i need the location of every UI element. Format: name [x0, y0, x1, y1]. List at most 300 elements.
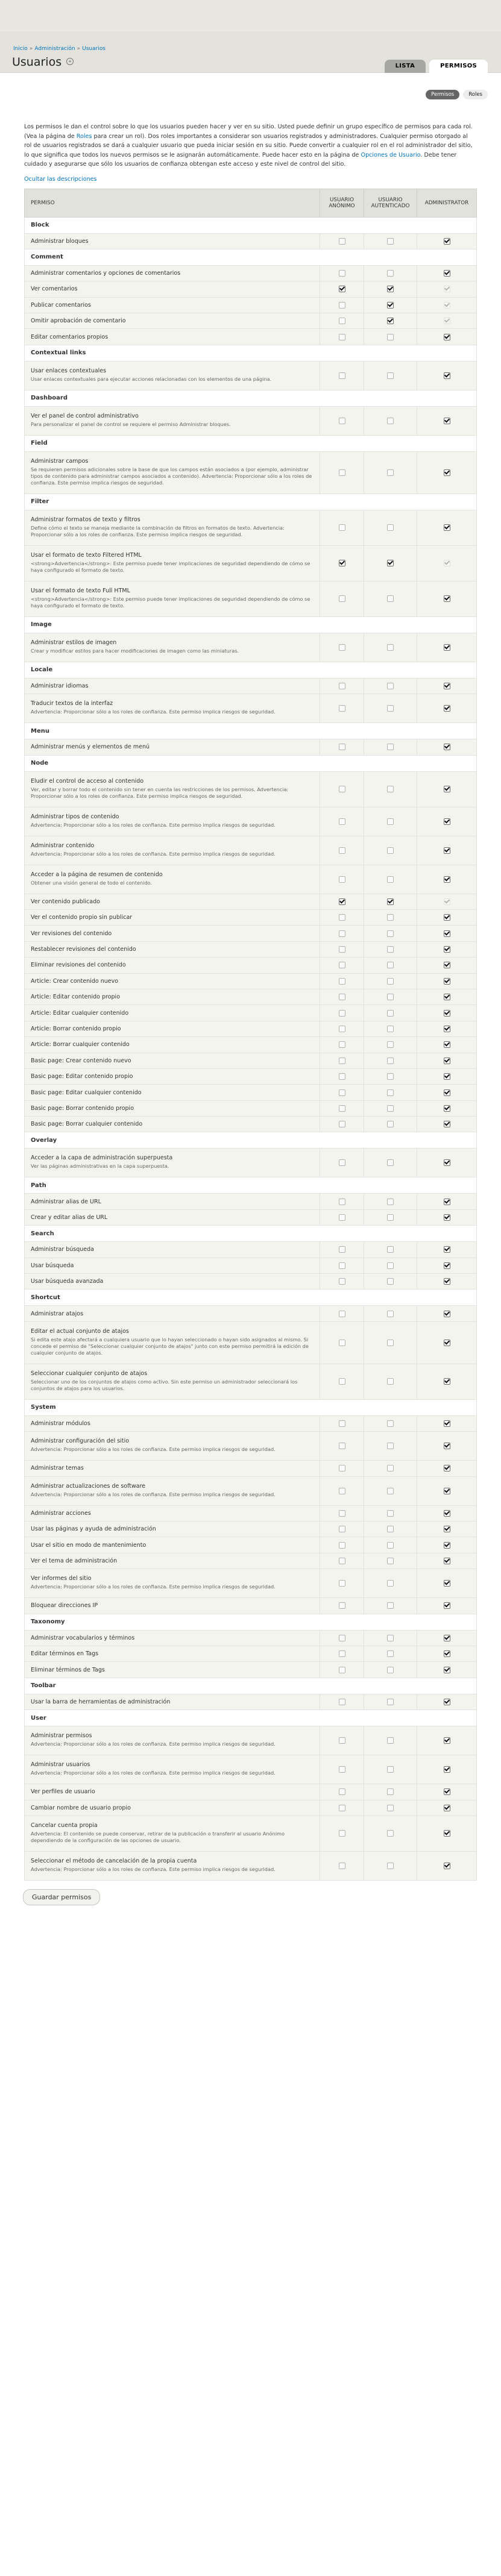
- permission-cell: [25, 894, 320, 909]
- permission-name: Eliminar revisiones del contenido: [31, 962, 126, 969]
- checkbox-anonymous[interactable]: [339, 1737, 345, 1744]
- checkbox-administrator[interactable]: [444, 1766, 450, 1773]
- checkbox-cell: [320, 1569, 364, 1598]
- checkbox-anonymous[interactable]: [339, 1159, 345, 1166]
- permission-cell: [25, 1662, 320, 1678]
- checkbox-authenticated[interactable]: [387, 818, 394, 825]
- save-permissions-button[interactable]: Guardar permisos: [23, 1889, 100, 1905]
- permission-name: Cambiar nombre de usuario propio: [31, 1804, 131, 1811]
- permission-row: [25, 807, 477, 836]
- checkbox-authenticated[interactable]: [387, 898, 394, 905]
- checkbox-anonymous[interactable]: [339, 644, 345, 651]
- checkbox-anonymous[interactable]: [339, 1010, 345, 1017]
- permission-cell: [25, 510, 320, 545]
- checkbox-anonymous[interactable]: [339, 1246, 345, 1253]
- checkbox-authenticated[interactable]: [387, 1510, 394, 1517]
- checkbox-anonymous[interactable]: [339, 318, 345, 324]
- permission-name: Administrar formatos de texto y filtros: [31, 516, 140, 523]
- permission-cell: [25, 329, 320, 345]
- permission-row: [25, 1274, 477, 1290]
- checkbox-authenticated[interactable]: [387, 1073, 394, 1080]
- checkbox-administrator[interactable]: [444, 1488, 450, 1494]
- checkbox-administrator[interactable]: [444, 744, 450, 750]
- checkbox-anonymous[interactable]: [339, 1667, 345, 1673]
- checkbox-administrator[interactable]: [444, 1526, 450, 1532]
- checkbox-anonymous[interactable]: [339, 1488, 345, 1494]
- permission-cell: [25, 451, 320, 494]
- checkbox-anonymous[interactable]: [339, 1420, 345, 1427]
- checkbox-cell: [417, 1321, 477, 1364]
- checkbox-administrator[interactable]: [444, 1542, 450, 1549]
- permission-row: [25, 297, 477, 313]
- checkbox-administrator[interactable]: [444, 1558, 450, 1564]
- checkbox-authenticated[interactable]: [387, 1105, 394, 1112]
- checkbox-administrator[interactable]: [444, 786, 450, 792]
- checkbox-administrator[interactable]: [444, 595, 450, 602]
- breadcrumb-home[interactable]: Inicio: [13, 46, 28, 52]
- column-header-anonymous: USUARIO ANÓNIMO: [320, 189, 364, 217]
- checkbox-administrator[interactable]: [444, 1278, 450, 1285]
- checkbox-administrator[interactable]: [444, 1026, 450, 1032]
- checkbox-authenticated[interactable]: [387, 1635, 394, 1641]
- checkbox-administrator[interactable]: [444, 978, 450, 985]
- checkbox-authenticated[interactable]: [387, 1863, 394, 1869]
- checkbox-authenticated[interactable]: [387, 1121, 394, 1127]
- checkbox-administrator[interactable]: [444, 1788, 450, 1795]
- checkbox-anonymous[interactable]: [339, 560, 345, 566]
- checkbox-authenticated[interactable]: [387, 962, 394, 968]
- permission-name: Administrar comentarios y opciones de comentarios: [31, 270, 181, 277]
- checkbox-cell: [364, 545, 417, 581]
- permission-name: Administrar usuarios: [31, 1761, 90, 1769]
- checkbox-anonymous[interactable]: [339, 469, 345, 476]
- checkbox-anonymous[interactable]: [339, 946, 345, 953]
- checkbox-authenticated[interactable]: [387, 372, 394, 379]
- checkbox-administrator[interactable]: [444, 847, 450, 854]
- permission-row: [25, 973, 477, 989]
- checkbox-administrator[interactable]: [444, 1214, 450, 1221]
- permission-row: [25, 1306, 477, 1321]
- checkbox-anonymous[interactable]: [339, 334, 345, 340]
- permission-cell: [25, 1851, 320, 1880]
- checkbox-administrator[interactable]: [444, 705, 450, 712]
- checkbox-anonymous[interactable]: [339, 1830, 345, 1837]
- add-shortcut-icon[interactable]: +: [66, 58, 74, 65]
- checkbox-anonymous[interactable]: [339, 524, 345, 531]
- checkbox-administrator[interactable]: [444, 1058, 450, 1064]
- checkbox-administrator[interactable]: [444, 683, 450, 689]
- permission-name: Usar el formato de texto Filtered HTML: [31, 551, 142, 559]
- admin-header: [0, 0, 501, 73]
- checkbox-cell: [417, 1598, 477, 1614]
- checkbox-cell: [320, 329, 364, 345]
- checkbox-administrator: [444, 302, 450, 309]
- checkbox-authenticated[interactable]: [387, 1443, 394, 1449]
- checkbox-administrator[interactable]: [444, 1340, 450, 1346]
- module-row: [25, 1177, 477, 1194]
- permission-name: Usar la barra de herramientas de administración: [31, 1698, 171, 1705]
- checkbox-administrator[interactable]: [444, 946, 450, 953]
- subtab-permisos[interactable]: Permisos: [426, 90, 459, 99]
- checkbox-authenticated[interactable]: [387, 1420, 394, 1427]
- subtab-roles[interactable]: Roles: [463, 90, 488, 99]
- permission-row: [25, 1851, 477, 1880]
- checkbox-authenticated[interactable]: [387, 1010, 394, 1017]
- checkbox-anonymous[interactable]: [339, 1602, 345, 1609]
- checkbox-administrator[interactable]: [444, 1121, 450, 1127]
- checkbox-administrator[interactable]: [444, 818, 450, 825]
- breadcrumb-users[interactable]: Usuarios: [82, 46, 106, 52]
- checkbox-authenticated[interactable]: [387, 595, 394, 602]
- checkbox-anonymous[interactable]: [339, 1378, 345, 1385]
- checkbox-authenticated[interactable]: [387, 1058, 394, 1064]
- permission-cell: [25, 973, 320, 989]
- checkbox-administrator[interactable]: [444, 1089, 450, 1096]
- checkbox-anonymous[interactable]: [339, 1510, 345, 1517]
- checkbox-authenticated[interactable]: [387, 994, 394, 1000]
- permission-row: [25, 361, 477, 390]
- checkbox-authenticated[interactable]: [387, 1488, 394, 1494]
- checkbox-anonymous[interactable]: [339, 1788, 345, 1795]
- checkbox-anonymous[interactable]: [339, 1058, 345, 1064]
- checkbox-authenticated[interactable]: [387, 1311, 394, 1317]
- checkbox-authenticated[interactable]: [387, 1788, 394, 1795]
- checkbox-authenticated[interactable]: [387, 1558, 394, 1564]
- permission-name: Usar el formato de texto Full HTML: [31, 587, 130, 594]
- module-row: [25, 345, 477, 361]
- checkbox-administrator[interactable]: [444, 1510, 450, 1517]
- checkbox-authenticated[interactable]: [387, 876, 394, 883]
- checkbox-cell: [417, 1755, 477, 1784]
- permission-cell: [25, 1755, 320, 1784]
- checkbox-cell: [364, 1816, 417, 1851]
- checkbox-anonymous[interactable]: [339, 1262, 345, 1269]
- checkbox-authenticated[interactable]: [387, 1214, 394, 1221]
- tab-permisos[interactable]: PERMISOS: [429, 60, 488, 73]
- checkbox-authenticated[interactable]: [387, 1602, 394, 1609]
- checkbox-anonymous[interactable]: [339, 1863, 345, 1869]
- checkbox-authenticated[interactable]: [387, 560, 394, 566]
- checkbox-anonymous[interactable]: [339, 898, 345, 905]
- checkbox-administrator[interactable]: [444, 1443, 450, 1449]
- checkbox-administrator[interactable]: [444, 994, 450, 1000]
- checkbox-administrator[interactable]: [444, 1737, 450, 1744]
- checkbox-authenticated[interactable]: [387, 1667, 394, 1673]
- user-options-link[interactable]: Opciones de Usuario: [361, 151, 421, 158]
- checkbox-administrator[interactable]: [444, 1041, 450, 1048]
- checkbox-authenticated[interactable]: [387, 334, 394, 340]
- checkbox-anonymous[interactable]: [339, 372, 345, 379]
- permission-row: [25, 1476, 477, 1505]
- permission-description: Advertencia: Proporcionar sólo a los roles de confianza. Este permiso implica riesgos de seguridad.: [31, 1491, 276, 1497]
- checkbox-cell: [320, 581, 364, 616]
- checkbox-authenticated[interactable]: [387, 286, 394, 292]
- checkbox-authenticated[interactable]: [387, 1805, 394, 1811]
- permission-row: [25, 926, 477, 941]
- checkbox-administrator[interactable]: [444, 1635, 450, 1641]
- checkbox-authenticated[interactable]: [387, 1766, 394, 1773]
- checkbox-anonymous[interactable]: [339, 1199, 345, 1205]
- checkbox-cell: [364, 910, 417, 926]
- checkbox-administrator[interactable]: [444, 914, 450, 921]
- checkbox-administrator[interactable]: [444, 1420, 450, 1427]
- permission-cell: [25, 1415, 320, 1431]
- checkbox-authenticated[interactable]: [387, 930, 394, 937]
- checkbox-authenticated[interactable]: [387, 1246, 394, 1253]
- checkbox-authenticated[interactable]: [387, 1378, 394, 1385]
- checkbox-anonymous[interactable]: [339, 1121, 345, 1127]
- checkbox-cell: [320, 406, 364, 435]
- permission-cell: [25, 1306, 320, 1321]
- checkbox-cell: [417, 1432, 477, 1461]
- permission-row: [25, 836, 477, 865]
- checkbox-anonymous[interactable]: [339, 1542, 345, 1549]
- checkbox-administrator[interactable]: [444, 469, 450, 476]
- checkbox-administrator[interactable]: [444, 1010, 450, 1017]
- checkbox-anonymous[interactable]: [339, 1766, 345, 1773]
- checkbox-authenticated[interactable]: [387, 1737, 394, 1744]
- checkbox-authenticated[interactable]: [387, 644, 394, 651]
- checkbox-authenticated[interactable]: [387, 1526, 394, 1532]
- checkbox-anonymous[interactable]: [339, 744, 345, 750]
- module-name: User: [25, 1710, 477, 1726]
- permission-cell: [25, 678, 320, 694]
- checkbox-cell: [320, 233, 364, 249]
- checkbox-authenticated[interactable]: [387, 238, 394, 245]
- checkbox-cell: [364, 1306, 417, 1321]
- checkbox-anonymous[interactable]: [339, 1073, 345, 1080]
- module-name: Node: [25, 755, 477, 771]
- checkbox-anonymous[interactable]: [339, 847, 345, 854]
- permission-row: [25, 1364, 477, 1399]
- permission-row: [25, 1726, 477, 1755]
- permission-description: Advertencia: Proporcionar sólo a los roles de confianza. Este permiso implica riesgos de seguridad.: [31, 1866, 276, 1872]
- breadcrumb-admin[interactable]: Administración: [34, 46, 75, 52]
- checkbox-anonymous[interactable]: [339, 962, 345, 968]
- permission-row: [25, 1117, 477, 1132]
- permission-row: [25, 894, 477, 909]
- checkbox-cell: [364, 1085, 417, 1100]
- checkbox-cell: [417, 694, 477, 723]
- help-text-part2: para crear un rol). Dos roles importantes a considerar son usuarios registrados y administradores. Cualquier permiso otorgado al rol de usuarios registrados se dará a cualquier usuario que pueda iniciar sesión en su sitio. Puede convertir a cualquier rol en el rol administrador del sitio, lo que significa que todos los nuevos permisos se le asignarán automáticamente. Puede hacer esto en la página de: [24, 133, 473, 158]
- breadcrumb-separator: »: [29, 46, 33, 52]
- checkbox-administrator[interactable]: [444, 1650, 450, 1657]
- checkbox-anonymous[interactable]: [339, 1311, 345, 1317]
- permission-cell: [25, 1258, 320, 1273]
- checkbox-authenticated[interactable]: [387, 469, 394, 476]
- checkbox-authenticated[interactable]: [387, 705, 394, 712]
- checkbox-anonymous[interactable]: [339, 595, 345, 602]
- checkbox-anonymous[interactable]: [339, 978, 345, 985]
- permission-cell: [25, 633, 320, 662]
- checkbox-authenticated[interactable]: [387, 847, 394, 854]
- checkbox-authenticated[interactable]: [387, 1089, 394, 1096]
- checkbox-authenticated[interactable]: [387, 1159, 394, 1166]
- checkbox-authenticated[interactable]: [387, 1542, 394, 1549]
- checkbox-administrator[interactable]: [444, 1667, 450, 1673]
- module-row: [25, 249, 477, 265]
- permission-row: [25, 1816, 477, 1851]
- checkbox-anonymous[interactable]: [339, 1041, 345, 1048]
- checkbox-authenticated[interactable]: [387, 318, 394, 324]
- checkbox-authenticated[interactable]: [387, 683, 394, 689]
- module-row: [25, 662, 477, 678]
- checkbox-administrator[interactable]: [444, 1159, 450, 1166]
- checkbox-cell: [320, 1005, 364, 1021]
- checkbox-cell: [320, 694, 364, 723]
- checkbox-cell: [320, 1117, 364, 1132]
- checkbox-anonymous[interactable]: [339, 1650, 345, 1657]
- checkbox-administrator[interactable]: [444, 334, 450, 340]
- help-text-part3: . Debe tener cuidado y asegurarse que sólo los usuarios de confianza obtengan este acceso y este nivel de control del sitio.: [24, 151, 457, 168]
- checkbox-administrator[interactable]: [444, 418, 450, 424]
- checkbox-anonymous[interactable]: [339, 930, 345, 937]
- checkbox-authenticated[interactable]: [387, 786, 394, 792]
- checkbox-authenticated[interactable]: [387, 1830, 394, 1837]
- module-name: Search: [25, 1226, 477, 1242]
- checkbox-cell: [320, 989, 364, 1004]
- checkbox-administrator[interactable]: [444, 1073, 450, 1080]
- checkbox-administrator[interactable]: [444, 372, 450, 379]
- checkbox-authenticated[interactable]: [387, 1278, 394, 1285]
- checkbox-authenticated[interactable]: [387, 302, 394, 309]
- checkbox-authenticated[interactable]: [387, 1340, 394, 1346]
- checkbox-authenticated[interactable]: [387, 1041, 394, 1048]
- checkbox-anonymous[interactable]: [339, 302, 345, 309]
- checkbox-cell: [417, 941, 477, 957]
- checkbox-anonymous[interactable]: [339, 1635, 345, 1641]
- hide-descriptions-link[interactable]: Ocultar las descripciones: [24, 175, 97, 183]
- checkbox-cell: [320, 973, 364, 989]
- checkbox-authenticated[interactable]: [387, 1199, 394, 1205]
- checkbox-anonymous[interactable]: [339, 286, 345, 292]
- checkbox-anonymous[interactable]: [339, 914, 345, 921]
- checkbox-administrator[interactable]: [444, 876, 450, 883]
- checkbox-cell: [320, 1662, 364, 1678]
- checkbox-cell: [364, 1851, 417, 1880]
- checkbox-cell: [364, 1537, 417, 1553]
- checkbox-administrator[interactable]: [444, 1699, 450, 1705]
- checkbox-administrator[interactable]: [444, 1105, 450, 1112]
- checkbox-anonymous[interactable]: [339, 1558, 345, 1564]
- permission-cell: [25, 1816, 320, 1851]
- checkbox-authenticated[interactable]: [387, 1699, 394, 1705]
- checkbox-authenticated[interactable]: [387, 1465, 394, 1471]
- checkbox-anonymous[interactable]: [339, 1089, 345, 1096]
- checkbox-authenticated[interactable]: [387, 1026, 394, 1032]
- checkbox-authenticated[interactable]: [387, 418, 394, 424]
- permission-cell: [25, 1784, 320, 1800]
- checkbox-administrator[interactable]: [444, 644, 450, 651]
- checkbox-anonymous[interactable]: [339, 705, 345, 712]
- module-row: [25, 755, 477, 771]
- checkbox-cell: [417, 1005, 477, 1021]
- permission-name: Administrar temas: [31, 1465, 84, 1472]
- permissions-table: [24, 189, 477, 1881]
- permission-description: Advertencia: Proporcionar sólo a los roles de confianza. Este permiso implica riesgos de seguridad.: [31, 1741, 276, 1747]
- checkbox-anonymous[interactable]: [339, 1278, 345, 1285]
- permission-row: [25, 1194, 477, 1209]
- checkbox-authenticated[interactable]: [387, 744, 394, 750]
- checkbox-cell: [320, 1321, 364, 1364]
- checkbox-anonymous[interactable]: [339, 876, 345, 883]
- checkbox-anonymous[interactable]: [339, 683, 345, 689]
- tab-lista[interactable]: LISTA: [385, 60, 426, 73]
- checkbox-administrator[interactable]: [444, 1580, 450, 1587]
- checkbox-authenticated[interactable]: [387, 1262, 394, 1269]
- checkbox-anonymous[interactable]: [339, 1580, 345, 1587]
- permission-cell: [25, 1461, 320, 1476]
- checkbox-administrator[interactable]: [444, 1262, 450, 1269]
- checkbox-anonymous[interactable]: [339, 1105, 345, 1112]
- permission-name: Administrar idiomas: [31, 683, 89, 690]
- checkbox-administrator: [444, 318, 450, 324]
- checkbox-anonymous[interactable]: [339, 1340, 345, 1346]
- permission-name: Usar las páginas y ayuda de administración: [31, 1526, 156, 1533]
- checkbox-administrator[interactable]: [444, 1378, 450, 1385]
- checkbox-administrator[interactable]: [444, 930, 450, 937]
- checkbox-administrator[interactable]: [444, 270, 450, 277]
- checkbox-cell: [417, 329, 477, 345]
- checkbox-authenticated[interactable]: [387, 524, 394, 531]
- checkbox-anonymous[interactable]: [339, 1526, 345, 1532]
- checkbox-cell: [320, 771, 364, 807]
- checkbox-anonymous[interactable]: [339, 1805, 345, 1811]
- checkbox-cell: [364, 1100, 417, 1116]
- checkbox-authenticated[interactable]: [387, 978, 394, 985]
- checkbox-administrator[interactable]: [444, 1311, 450, 1317]
- checkbox-cell: [364, 1209, 417, 1225]
- checkbox-administrator[interactable]: [444, 1246, 450, 1253]
- checkbox-cell: [320, 1306, 364, 1321]
- roles-link[interactable]: Roles: [76, 133, 92, 140]
- checkbox-authenticated[interactable]: [387, 946, 394, 953]
- checkbox-anonymous[interactable]: [339, 238, 345, 245]
- checkbox-administrator[interactable]: [444, 1602, 450, 1609]
- checkbox-administrator[interactable]: [444, 1465, 450, 1471]
- checkbox-authenticated[interactable]: [387, 914, 394, 921]
- checkbox-administrator[interactable]: [444, 1199, 450, 1205]
- checkbox-cell: [320, 1149, 364, 1177]
- checkbox-authenticated[interactable]: [387, 1580, 394, 1587]
- checkbox-authenticated[interactable]: [387, 270, 394, 277]
- checkbox-cell: [320, 1037, 364, 1053]
- checkbox-anonymous[interactable]: [339, 994, 345, 1000]
- checkbox-anonymous[interactable]: [339, 270, 345, 277]
- checkbox-anonymous[interactable]: [339, 1465, 345, 1471]
- checkbox-anonymous[interactable]: [339, 786, 345, 792]
- checkbox-anonymous[interactable]: [339, 418, 345, 424]
- checkbox-anonymous[interactable]: [339, 1443, 345, 1449]
- checkbox-anonymous[interactable]: [339, 1699, 345, 1705]
- checkbox-anonymous[interactable]: [339, 1026, 345, 1032]
- checkbox-administrator[interactable]: [444, 238, 450, 245]
- checkbox-anonymous[interactable]: [339, 1214, 345, 1221]
- checkbox-administrator[interactable]: [444, 962, 450, 968]
- permission-description: Se requieren permisos adicionales sobre la base de que los campos están asociados a (por ejemplo, administrar tipos de contenido para administrar campos asociados a contenido). Advertencia: Proporcionar sólo a los roles de confianza. Este permiso implica riesgos de seguridad.: [31, 466, 312, 486]
- permission-row: [25, 265, 477, 281]
- checkbox-administrator[interactable]: [444, 524, 450, 531]
- checkbox-administrator[interactable]: [444, 1805, 450, 1811]
- checkbox-administrator[interactable]: [444, 1863, 450, 1869]
- checkbox-administrator[interactable]: [444, 1830, 450, 1837]
- module-name: Contextual links: [25, 345, 477, 361]
- checkbox-authenticated[interactable]: [387, 1650, 394, 1657]
- checkbox-anonymous[interactable]: [339, 818, 345, 825]
- permission-row: [25, 1569, 477, 1598]
- column-header-permission: PERMISO: [25, 189, 320, 217]
- checkbox-cell: [417, 1461, 477, 1476]
